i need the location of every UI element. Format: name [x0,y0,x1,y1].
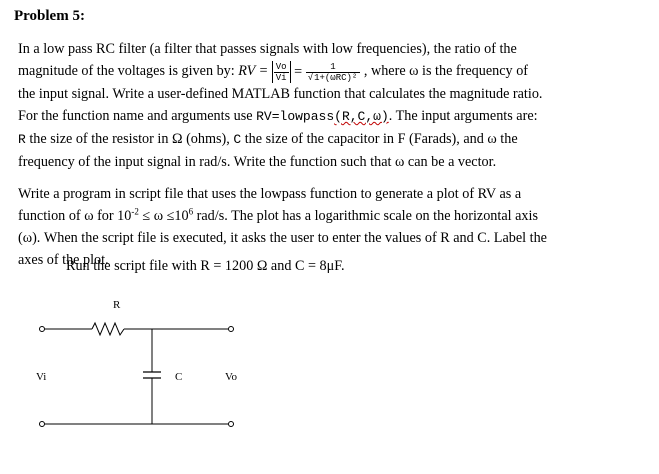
p1-line-1: In a low pass RC filter (a filter that passes signals with low frequencies), the ratio of the [18,41,517,57]
p2-line-2-post: rad/s. The plot has a logarithmic scale on the horizontal axis [193,208,538,224]
frac-num: 1 [306,62,361,73]
p2-line-3: (ω). When the script file is executed, it asks the user to enter the values of R and C. Label the [18,230,547,246]
frac-den [306,73,361,83]
problem-title: Problem 5: [14,8,85,24]
p2-line-2-pre: function of ω for 10 [18,208,132,224]
terminal-in-top [40,327,45,332]
rv-label: RV = [238,63,269,79]
p2-line-2-mid: ≤ ω ≤10 [138,208,189,224]
transfer-fraction [306,62,361,83]
p1-line-5-b: the size of the capacitor in F (Farads), and ω the [241,130,518,147]
label-r: R [113,299,121,311]
label-vo: Vo [225,371,238,383]
p1-line-2-text: magnitude of the voltages is given by: [18,63,239,79]
abs-ratio [272,61,291,83]
arg-c: C [233,131,242,147]
radicand: 1+(ωRC)² [314,72,358,83]
p2-line-1: Write a program in script file that uses the lowpass function to generate a plot of RV as a [18,186,522,202]
p1-line-5 [18,128,644,151]
p1-line-4-post: . The input arguments are: [388,107,538,124]
rc-circuit-diagram [0,290,659,474]
p1-line-4 [18,105,644,128]
resistor-symbol [92,323,124,335]
terminal-out-bottom [229,422,234,427]
p2-line-2 [18,205,644,227]
label-vi: Vi [36,371,47,383]
p1-line-6: frequency of the input signal in rad/s. Write the function such that ω can be a vector. [18,153,497,170]
arg-r: R [18,131,26,147]
abs-den: Vi [275,72,287,83]
problem-paragraph-1 [18,38,644,173]
p1-line-2-post: , where ω is the frequency of [363,63,529,79]
p1-line-5-a: the size of the resistor in Ω (ohms), [25,130,234,147]
equals-sign: = [294,63,303,80]
p1-line-3: the input signal. Write a user-defined MATLAB function that calculates the magnitude ratio. [18,85,543,102]
function-args: (R,C,ω) [334,108,389,124]
p1-line-4-text: For the function name and arguments use [18,107,257,124]
function-signature: RV=lowpass [256,108,335,124]
radical-sign: √ [307,72,314,83]
p2-line-4: axes of the plot. [18,252,109,268]
label-c: C [175,371,183,383]
terminal-in-bottom [40,422,45,427]
run-instructions: Run the script file with R = 1200 Ω and C = 8μF. [66,258,345,274]
terminal-out-top [229,327,234,332]
abs-num: Vo [275,61,287,72]
exponent-high: 6 [188,206,194,217]
ratio-equation [272,61,361,83]
p1-line-2 [18,60,644,83]
exponent-low: -2 [131,206,139,217]
